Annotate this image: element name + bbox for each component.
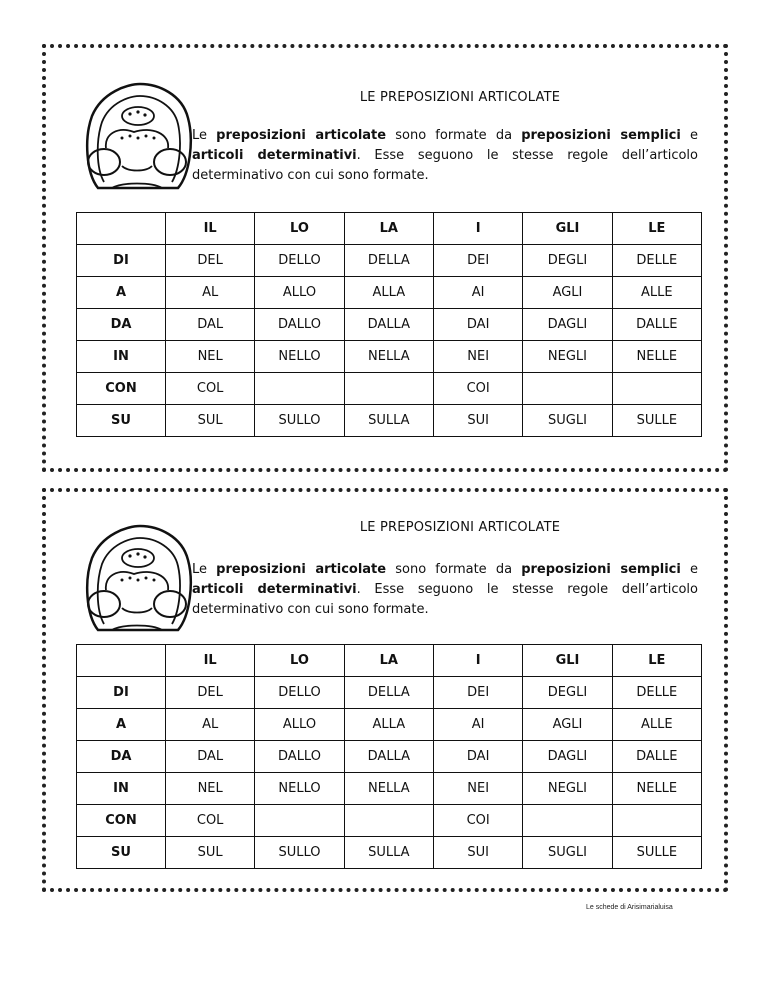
table-cell: DEI (433, 677, 522, 709)
table-row (77, 277, 702, 309)
table-cell: NELLE (612, 341, 701, 373)
table-cell: SUL (166, 837, 255, 869)
table-cell: ALLA (344, 709, 433, 741)
prepositions-table (76, 212, 702, 437)
table-cell: SULLO (255, 837, 344, 869)
table-cell: NELLO (255, 341, 344, 373)
page-title: LE PREPOSIZIONI ARTICOLATE (359, 520, 561, 535)
table-cell: DELLE (612, 245, 701, 277)
table-cell: COL (166, 805, 255, 837)
row-header: SU (77, 405, 166, 437)
table-cell: DEI (433, 245, 522, 277)
table-row (77, 837, 702, 869)
table-row (77, 405, 702, 437)
table-cell (523, 805, 612, 837)
armchair-creature-icon (78, 78, 196, 198)
table-cell: DELLO (255, 677, 344, 709)
row-header: IN (77, 773, 166, 805)
table-cell: DEGLI (523, 245, 612, 277)
table-cell (612, 373, 701, 405)
table-cell (612, 805, 701, 837)
table-cell: SULLO (255, 405, 344, 437)
column-header: I (433, 213, 522, 245)
table-cell: DAL (166, 741, 255, 773)
table-cell: AL (166, 709, 255, 741)
table-cell: DAI (433, 309, 522, 341)
table-cell: AGLI (523, 277, 612, 309)
table-cell: DELLA (344, 677, 433, 709)
table-cell: SUI (433, 837, 522, 869)
table-cell: DELLO (255, 245, 344, 277)
table-cell: NEL (166, 773, 255, 805)
row-header: CON (77, 373, 166, 405)
column-header: IL (166, 213, 255, 245)
intro-paragraph: Le preposizioni articolate sono formate da preposizioni semplici e articoli determinativi. Esse seguono le stesse regole dell’articolo determinativo con cui sono formate. (192, 562, 699, 617)
column-header: LO (255, 645, 344, 677)
row-header: SU (77, 837, 166, 869)
table-cell: DELLE (612, 677, 701, 709)
column-header: LE (612, 645, 701, 677)
column-header: I (433, 645, 522, 677)
row-header: DI (77, 677, 166, 709)
table-cell: DAGLI (523, 309, 612, 341)
table-cell: ALLE (612, 277, 701, 309)
table-cell (255, 373, 344, 405)
row-header: DI (77, 245, 166, 277)
footer-credit: Le schede di Arisimarialuisa (586, 904, 673, 911)
table-cell: NEGLI (523, 341, 612, 373)
table-cell: SUGLI (523, 405, 612, 437)
table-cell: SUI (433, 405, 522, 437)
table-cell: ALLA (344, 277, 433, 309)
table-cell: DEL (166, 677, 255, 709)
table-cell: DALLE (612, 741, 701, 773)
row-header: DA (77, 309, 166, 341)
table-cell: DALLA (344, 741, 433, 773)
table-cell: SULLE (612, 405, 701, 437)
table-cell: AL (166, 277, 255, 309)
column-header: GLI (523, 645, 612, 677)
table-cell (344, 805, 433, 837)
table-cell: NEGLI (523, 773, 612, 805)
table-row (77, 341, 702, 373)
worksheet-card-1 (42, 44, 728, 472)
table-cell: AI (433, 709, 522, 741)
row-header: A (77, 709, 166, 741)
row-header: A (77, 277, 166, 309)
table-cell: NEI (433, 341, 522, 373)
row-header: DA (77, 741, 166, 773)
table-cell: DELLA (344, 245, 433, 277)
page-title: LE PREPOSIZIONI ARTICOLATE (359, 90, 561, 105)
table-cell: SULLE (612, 837, 701, 869)
table-cell: NELLA (344, 341, 433, 373)
table-cell: DALLO (255, 309, 344, 341)
table-cell: DALLO (255, 741, 344, 773)
worksheet-card-2 (42, 488, 728, 892)
column-header: GLI (523, 213, 612, 245)
prepositions-table (76, 644, 702, 869)
table-cell: AGLI (523, 709, 612, 741)
table-cell: AI (433, 277, 522, 309)
table-cell: SUGLI (523, 837, 612, 869)
column-header: LE (612, 213, 701, 245)
table-cell: COI (433, 805, 522, 837)
table-corner-cell (77, 645, 166, 677)
table-row (77, 309, 702, 341)
table-cell: SULLA (344, 405, 433, 437)
column-header: IL (166, 645, 255, 677)
table-cell: NELLO (255, 773, 344, 805)
table-cell: ALLO (255, 277, 344, 309)
table-cell: ALLE (612, 709, 701, 741)
table-cell: DALLE (612, 309, 701, 341)
table-cell: DEL (166, 245, 255, 277)
table-cell: SUL (166, 405, 255, 437)
table-cell: DALLA (344, 309, 433, 341)
row-header: CON (77, 805, 166, 837)
table-cell: NEI (433, 773, 522, 805)
armchair-creature-icon (78, 520, 196, 640)
table-row (77, 741, 702, 773)
column-header: LA (344, 213, 433, 245)
table-row (77, 373, 702, 405)
table-cell: ALLO (255, 709, 344, 741)
table-row (77, 709, 702, 741)
table-cell: NEL (166, 341, 255, 373)
table-row (77, 245, 702, 277)
column-header: LA (344, 645, 433, 677)
table-cell: SULLA (344, 837, 433, 869)
table-row (77, 773, 702, 805)
column-header: LO (255, 213, 344, 245)
table-cell: COL (166, 373, 255, 405)
table-cell: DAGLI (523, 741, 612, 773)
table-cell: DAL (166, 309, 255, 341)
table-row (77, 677, 702, 709)
table-cell: COI (433, 373, 522, 405)
table-cell (344, 373, 433, 405)
table-row (77, 805, 702, 837)
table-cell: NELLE (612, 773, 701, 805)
table-cell: DEGLI (523, 677, 612, 709)
table-cell: DAI (433, 741, 522, 773)
table-cell (255, 805, 344, 837)
row-header: IN (77, 341, 166, 373)
table-cell: NELLA (344, 773, 433, 805)
table-cell (523, 373, 612, 405)
intro-paragraph: Le preposizioni articolate sono formate da preposizioni semplici e articoli determinativi. Esse seguono le stesse regole dell’articolo determinativo con cui sono formate. (192, 128, 699, 183)
table-corner-cell (77, 213, 166, 245)
